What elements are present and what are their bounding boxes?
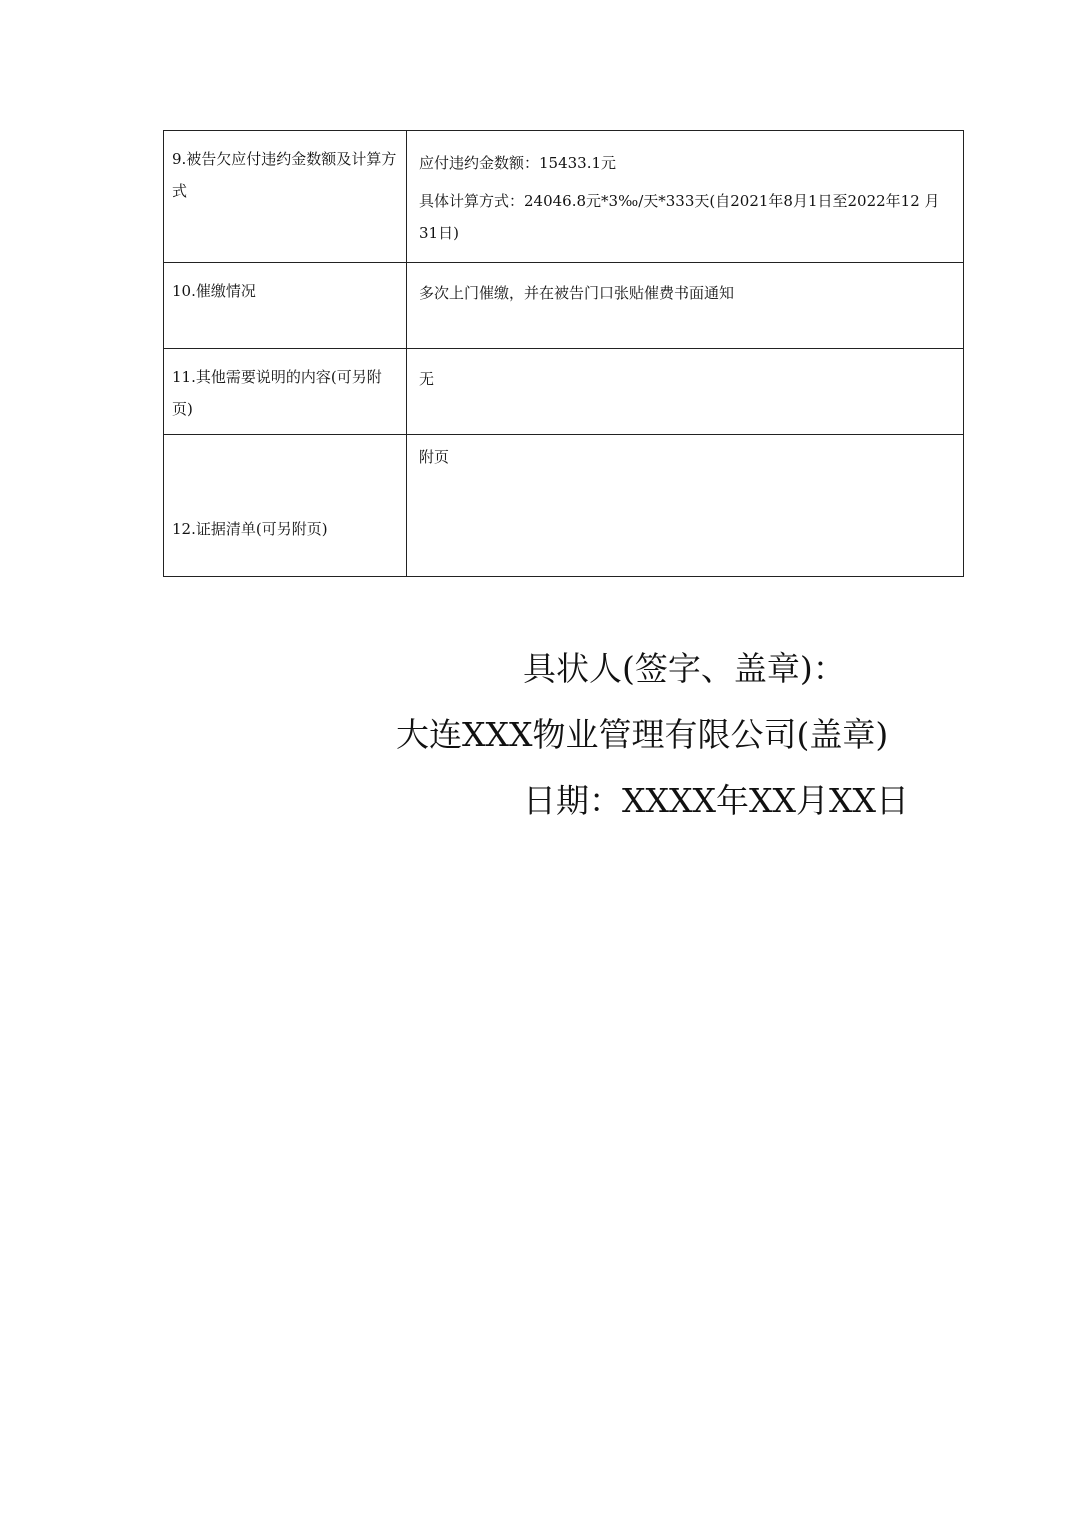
- signature-date: 日期：XXXX年XX月XX日: [523, 781, 909, 820]
- row-value: [407, 263, 964, 349]
- row-value: [407, 435, 964, 577]
- signer-label: 具状人(签字、盖章)：: [523, 649, 846, 688]
- penalty-amount-text: 应付违约金数额：15433.1元: [419, 154, 617, 172]
- company-name: 大连XXX物业管理有限公司(盖章): [396, 715, 889, 754]
- evidence-list-text: 附页: [419, 448, 450, 466]
- table-row: [164, 131, 964, 263]
- row-label: 9.被告欠应付违约金数额及计算方式: [164, 131, 407, 263]
- row-value: [407, 349, 964, 435]
- row-label: 10.催缴情况: [164, 263, 407, 349]
- collection-status-text: 多次上门催缴，并在被告门口张贴催费书面通知: [419, 284, 735, 302]
- row-value: [407, 131, 964, 263]
- table-row: [164, 435, 964, 577]
- row-label: 11.其他需要说明的内容(可另附页): [164, 349, 407, 435]
- table-row: [164, 263, 964, 349]
- complaint-form-table: [163, 130, 964, 577]
- row-label: 12.证据清单(可另附页): [164, 435, 407, 577]
- penalty-calculation-text: 具体计算方式：24046.8元*3‰/天*333天(自2021年8月1日至2022年12 月31日): [419, 192, 940, 242]
- signature-block: [396, 636, 956, 834]
- other-notes-text: 无: [419, 370, 435, 388]
- table-row: [164, 349, 964, 435]
